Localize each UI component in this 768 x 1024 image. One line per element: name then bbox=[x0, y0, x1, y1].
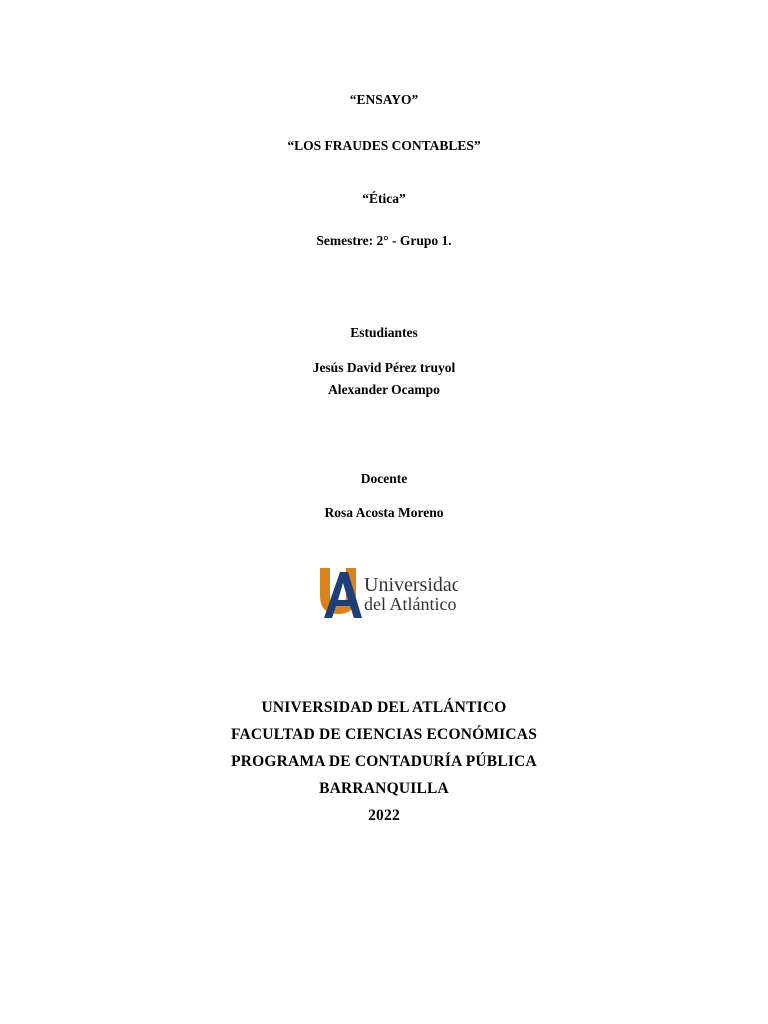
document-title: “LOS FRAUDES CONTABLES” bbox=[287, 138, 481, 153]
subject: “Ética” bbox=[362, 191, 406, 206]
university-logo-mark bbox=[318, 566, 458, 622]
student-name: Alexander Ocampo bbox=[328, 382, 440, 397]
semester-group: Semestre: 2° - Grupo 1. bbox=[316, 233, 452, 248]
city: BARRANQUILLA bbox=[319, 780, 449, 797]
student-name: Jesús David Pérez truyol bbox=[312, 360, 456, 375]
document-genre: “ENSAYO” bbox=[349, 92, 419, 107]
logo-line1: Universidad bbox=[364, 574, 458, 596]
faculty-name: FACULTAD DE CIENCIAS ECONÓMICAS bbox=[230, 726, 538, 743]
program-name: PROGRAMA DE CONTADURÍA PÚBLICA bbox=[231, 753, 537, 770]
university-name: UNIVERSIDAD DEL ATLÁNTICO bbox=[261, 699, 507, 716]
teacher-heading: Docente bbox=[360, 471, 408, 486]
teacher-name: Rosa Acosta Moreno bbox=[324, 505, 444, 520]
students-heading: Estudiantes bbox=[350, 325, 418, 340]
year: 2022 bbox=[368, 807, 400, 824]
university-logo bbox=[318, 566, 458, 622]
logo-line2: del Atlántico bbox=[364, 594, 457, 614]
